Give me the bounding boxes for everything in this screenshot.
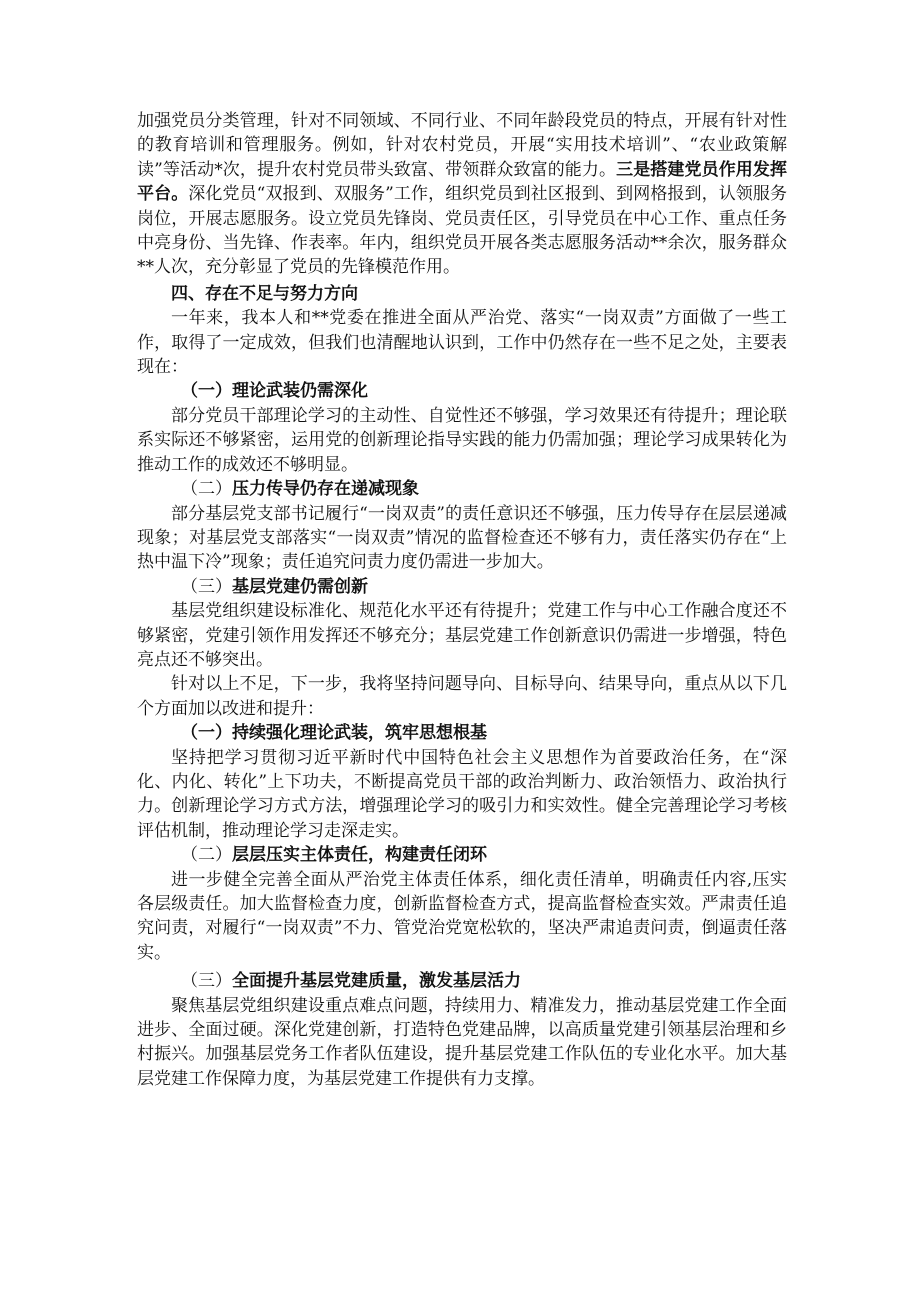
paragraph-text: 深化党员“双报到、双服务”工作，组织党员到社区报到、到网格报到，认领服务岗位，开展志愿服务。设立党员先锋岗、党员责任区，引导党员在中心工作、重点任务中亮身份、当先锋、作表率。年内，组织党员开展各类志愿服务活动**余次，服务群众**人次，充分彰显了党员的先锋模范作用。 [137, 184, 788, 278]
paragraph-text: 加强党员分类管理，针对不同领域、不同行业、不同年龄段党员的特点，开展有针对性的教育培训和管理服务。例如，针对农村党员，开展“实用技术培训”、“农业政策解读”等活动*次，提升农村党员带头致富、带领群众致富的能力。 [137, 111, 787, 180]
subheading-title: 基层党建仍需创新 [232, 576, 368, 597]
subheading-pressure [137, 477, 787, 501]
subheading-strengthen-theory: （一）持续强化理论武装，筑牢思想根基 [181, 723, 487, 744]
subheading-title: 层层压实主体责任，构建责任闭环 [232, 845, 487, 866]
bold-phrase: 三是搭建党员作用发挥平台。 [137, 159, 787, 205]
subheading-prefix: （三） [181, 971, 232, 992]
subheading-responsibility [137, 843, 787, 867]
paragraph-strengthen-theory: 坚持把学习贯彻习近平新时代中国特色社会主义思想作为首要政治任务，在“深化、内化、转化”上下功夫，不断提高党员干部的政治判断力、政治领悟力、政治执行力。创新理论学习方式方法，增强理论学习的吸引力和实效性。健全完善理论学习考核评估机制，推动理论学习走深走实。 [137, 747, 787, 841]
subheading-grassroots [137, 575, 787, 599]
paragraph-responsibility: 进一步健全完善全面从严治党主体责任体系，细化责任清单，明确责任内容,压实各层级责任。加大监督检查力度，创新监督检查方式，提高监督检查实效。严肃责任追究问责，对履行“一岗双责”不力、管党治党宽松软的，坚决严肃追责问责，倒逼责任落实。 [137, 869, 787, 963]
paragraph-intro: 一年来，我本人和**党委在推进全面从严治党、落实“一岗双责”方面做了一些工作，取得了一定成效，但我们也清醒地认识到，工作中仍然存在一些不足之处，主要表现在： [137, 308, 787, 378]
paragraph-next-steps: 针对以上不足，下一步，我将坚持问题导向、目标导向、结果导向，重点从以下几个方面加以改进和提升： [137, 674, 787, 719]
document-page [137, 109, 787, 1091]
subheading-prefix: （二） [181, 479, 232, 500]
subheading-quality [137, 969, 787, 993]
paragraph-quality: 聚焦基层党组织建设重点难点问题，持续用力、精准发力，推动基层党建工作全面进步、全面过硬。深化党建创新，打造特色党建品牌，以高质量党建引领基层治理和乡村振兴。加强基层党务工作者队伍建设，提升基层党建工作队伍的专业化水平。加大基层党建工作保障力度，为基层党建工作提供有力支撑。 [137, 995, 787, 1089]
subheading-prefix: （二） [181, 845, 232, 866]
subheading-title: 压力传导仍存在递减现象 [232, 479, 419, 500]
subheading-title: 全面提升基层党建质量，激发基层活力 [232, 971, 521, 992]
paragraph-party-member-management [137, 109, 787, 280]
paragraph-theory: 部分党员干部理论学习的主动性、自觉性还不够强，学习效果还有待提升；理论联系实际还不够紧密，运用党的创新理论指导实践的能力仍需加强；理论学习成果转化为推动工作的成效还不够明显。 [137, 405, 787, 475]
paragraph-grassroots: 基层党组织建设标准化、规范化水平还有待提升；党建工作与中心工作融合度还不够紧密，党建引领作用发挥还不够充分；基层党建工作创新意识仍需进一步增强，特色亮点还不够突出。 [137, 601, 787, 670]
subheading-theory: （一）理论武装仍需深化 [181, 381, 368, 402]
section-heading-shortcomings: 四、存在不足与努力方向 [171, 283, 358, 304]
subheading-prefix: （三） [181, 576, 232, 597]
paragraph-pressure: 部分基层党支部书记履行“一岗双责”的责任意识还不够强，压力传导存在层层递减现象；对基层党支部落实“一岗双责”情况的监督检查还不够有力，责任落实仍存在“上热中温下冷”现象；责任追究问责力度仍需进一步加大。 [137, 503, 787, 573]
